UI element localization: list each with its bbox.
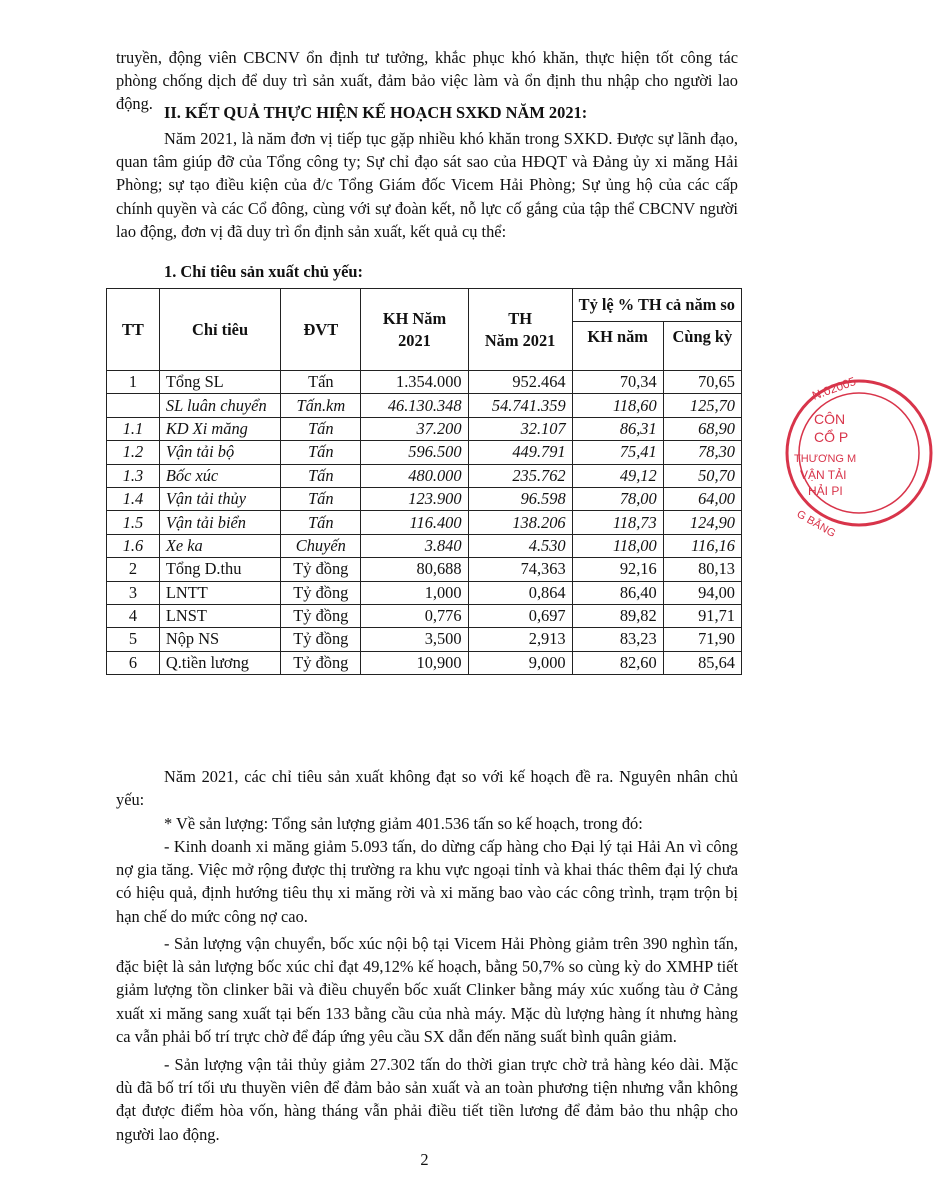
cell-pct-kh: 70,34 — [572, 371, 663, 394]
cell-chi-tieu: Tổng D.thu — [159, 558, 280, 581]
cell-dvt: Tấn — [281, 417, 361, 440]
cell-chi-tieu: Nộp NS — [159, 628, 280, 651]
table-row — [107, 441, 742, 464]
cell-kh: 3.840 — [361, 534, 468, 557]
cell-th: 952.464 — [468, 371, 572, 394]
cell-pct-ck: 85,64 — [663, 651, 741, 674]
production-indicators-table — [106, 288, 742, 675]
cell-dvt: Tỷ đồng — [281, 651, 361, 674]
cell-th: 74,363 — [468, 558, 572, 581]
cell-dvt: Tỷ đồng — [281, 558, 361, 581]
table-row — [107, 394, 742, 417]
table-row — [107, 487, 742, 510]
cell-chi-tieu: KD Xi măng — [159, 417, 280, 440]
table-row — [107, 558, 742, 581]
header-th-line2: Năm 2021 — [484, 330, 556, 350]
cell-th: 32.107 — [468, 417, 572, 440]
cell-kh: 480.000 — [361, 464, 468, 487]
cell-tt: 4 — [107, 604, 160, 627]
cell-pct-ck: 124,90 — [663, 511, 741, 534]
paragraph-intro: truyền, động viên CBCNV ổn định tư tưởng, khắc phục khó khăn, thực hiện tốt công tác phòng chống dịch để duy trì sản xuất, đảm bảo việc làm và ổn định thu nhập cho người lao động. — [116, 48, 738, 114]
cell-dvt: Tấn — [281, 441, 361, 464]
cell-tt: 5 — [107, 628, 160, 651]
header-th — [468, 289, 572, 371]
cell-pct-ck: 71,90 — [663, 628, 741, 651]
cell-dvt: Tấn — [281, 464, 361, 487]
cell-tt — [107, 394, 160, 417]
header-kh-line2: 2021 — [398, 330, 431, 350]
header-th-line1: TH — [508, 308, 532, 328]
cell-th: 449.791 — [468, 441, 572, 464]
cell-th: 235.762 — [468, 464, 572, 487]
cell-tt: 1.5 — [107, 511, 160, 534]
cell-th: 138.206 — [468, 511, 572, 534]
cell-tt: 1.1 — [107, 417, 160, 440]
cell-dvt: Tấn — [281, 371, 361, 394]
cell-tt: 2 — [107, 558, 160, 581]
cell-th: 2,913 — [468, 628, 572, 651]
paragraph-van-chuyen: - Sản lượng vận chuyển, bốc xúc nội bộ tại Vicem Hải Phòng giảm trên 390 nghìn tấn, đặc biệt là sản lượng bốc xúc chỉ đạt 49,12% kế hoạch, bằng 50,7% so cùng kỳ do XMHP tiết giảm lượng tồn clinker bãi và điều chuyển bốc xuất Clinker bằng máy xúc xuống tàu ở Cảng xuất xi măng sang xuất tại bến 133 bằng cầu của nhà máy. Mặc dù lượng hàng ít nhưng hàng ca vẫn phải bố trí trực chờ để đáp ứng yêu cầu SX dẫn đến năng suất bình quân giảm. — [116, 934, 738, 1046]
cell-th: 0,864 — [468, 581, 572, 604]
cell-chi-tieu: Q.tiền lương — [159, 651, 280, 674]
table-row — [107, 464, 742, 487]
cell-th: 9,000 — [468, 651, 572, 674]
cell-pct-ck: 116,16 — [663, 534, 741, 557]
cell-kh: 46.130.348 — [361, 394, 468, 417]
table-row — [107, 371, 742, 394]
table-row — [107, 581, 742, 604]
cell-pct-kh: 78,00 — [572, 487, 663, 510]
seal-text-line: G BẰNG — [794, 508, 838, 540]
cell-tt: 1.3 — [107, 464, 160, 487]
cell-pct-kh: 118,73 — [572, 511, 663, 534]
seal-text-line: HẢI PI — [808, 484, 843, 498]
header-tt: TT — [107, 289, 160, 371]
seal-text-line: THƯƠNG M — [794, 453, 857, 465]
table-row — [107, 651, 742, 674]
cell-kh: 3,500 — [361, 628, 468, 651]
cell-chi-tieu: Xe ka — [159, 534, 280, 557]
cell-tt: 6 — [107, 651, 160, 674]
cell-pct-ck: 91,71 — [663, 604, 741, 627]
paragraph-van-tai-thuy: - Sản lượng vận tải thủy giảm 27.302 tấn do thời gian trực chờ trả hàng kéo dài. Mặc dù đã bố trí tối ưu thuyền viên để đảm bảo sản xuất và an toàn phương tiện nhưng vẫn không đạt được điểm hòa vốn, hàng tháng vẫn phải điều tiết tiền lương để đảm bảo thu nhập cho người lao động. — [116, 1055, 738, 1144]
cell-kh: 1.354.000 — [361, 371, 468, 394]
header-kh-line1: KH Năm — [382, 308, 447, 328]
cell-tt: 1.6 — [107, 534, 160, 557]
cell-dvt: Tỷ đồng — [281, 581, 361, 604]
header-dvt: ĐVT — [281, 289, 361, 371]
cell-kh: 596.500 — [361, 441, 468, 464]
seal-text-line: CỔ P — [814, 429, 849, 445]
header-chi-tieu: Chỉ tiêu — [159, 289, 280, 371]
cell-pct-ck: 78,30 — [663, 441, 741, 464]
table-row — [107, 511, 742, 534]
cell-tt: 3 — [107, 581, 160, 604]
cell-pct-kh: 82,60 — [572, 651, 663, 674]
cell-th: 54.741.359 — [468, 394, 572, 417]
cell-pct-ck: 80,13 — [663, 558, 741, 581]
cell-chi-tieu: Bốc xúc — [159, 464, 280, 487]
cell-tt: 1.4 — [107, 487, 160, 510]
header-ratio-group: Tỷ lệ % TH cả năm so — [572, 289, 741, 322]
table-row — [107, 417, 742, 440]
cell-kh: 10,900 — [361, 651, 468, 674]
cell-kh: 116.400 — [361, 511, 468, 534]
cell-pct-kh: 86,40 — [572, 581, 663, 604]
paragraph-san-luong: * Về sản lượng: Tổng sản lượng giảm 401.536 tấn so kế hoạch, trong đó: — [164, 814, 643, 833]
cell-kh: 80,688 — [361, 558, 468, 581]
cell-kh: 0,776 — [361, 604, 468, 627]
cell-th: 0,697 — [468, 604, 572, 627]
cell-pct-kh: 118,60 — [572, 394, 663, 417]
paragraph-after-table: Năm 2021, các chỉ tiêu sản xuất không đạt so với kế hoạch đề ra. Nguyên nhân chủ yếu: — [116, 767, 738, 810]
table-row — [107, 628, 742, 651]
header-kh — [361, 289, 468, 371]
cell-pct-kh: 118,00 — [572, 534, 663, 557]
seal-text-line: N:02005 — [810, 374, 858, 403]
cell-dvt: Tỷ đồng — [281, 628, 361, 651]
cell-kh: 1,000 — [361, 581, 468, 604]
cell-th: 96.598 — [468, 487, 572, 510]
section-heading: II. KẾT QUẢ THỰC HIỆN KẾ HOẠCH SXKD NĂM 2021: — [164, 103, 588, 122]
cell-pct-ck: 70,65 — [663, 371, 741, 394]
cell-pct-kh: 49,12 — [572, 464, 663, 487]
cell-pct-ck: 68,90 — [663, 417, 741, 440]
cell-kh: 37.200 — [361, 417, 468, 440]
cell-pct-kh: 75,41 — [572, 441, 663, 464]
seal-text-line: VẬN TẢI — [800, 468, 847, 482]
cell-dvt: Tấn — [281, 511, 361, 534]
table-row — [107, 604, 742, 627]
seal-text — [794, 374, 858, 540]
table-heading: 1. Chỉ tiêu sản xuất chủ yếu: — [164, 262, 363, 281]
header-ratio-ck: Cùng kỳ — [663, 322, 741, 371]
header-ratio-kh: KH năm — [572, 322, 663, 371]
cell-dvt: Tấn.km — [281, 394, 361, 417]
cell-pct-kh: 89,82 — [572, 604, 663, 627]
cell-chi-tieu: Tổng SL — [159, 371, 280, 394]
cell-chi-tieu: LNST — [159, 604, 280, 627]
cell-chi-tieu: Vận tải biển — [159, 511, 280, 534]
cell-tt: 1.2 — [107, 441, 160, 464]
table-body — [107, 371, 742, 675]
cell-kh: 123.900 — [361, 487, 468, 510]
cell-chi-tieu: SL luân chuyển — [159, 394, 280, 417]
cell-dvt: Tấn — [281, 487, 361, 510]
company-seal-stamp — [784, 374, 934, 540]
cell-th: 4.530 — [468, 534, 572, 557]
cell-tt: 1 — [107, 371, 160, 394]
paragraph-kinh-doanh: - Kinh doanh xi măng giảm 5.093 tấn, do dừng cấp hàng cho Đại lý tại Hải An vì công nợ gia tăng. Việc mở rộng được thị trường ra khu vực ngoại tỉnh và khai thác thêm đại lý chưa có hiệu quả, định hướng tiêu thụ xi măng rời và xi măng bao vào các công trình, trạm trộn bị hạn chế do mức công nợ cao. — [116, 837, 738, 926]
paragraph-2021: Năm 2021, là năm đơn vị tiếp tục gặp nhiều khó khăn trong SXKD. Được sự lãnh đạo, quan tâm giúp đỡ của Tổng công ty; Sự chỉ đạo sát sao của HĐQT và Đảng ủy xi măng Hải Phòng; sự tạo điều kiện của đ/c Tổng Giám đốc Vicem Hải Phòng; Sự ủng hộ của các cấp chính quyền và các Cổ đông, cùng với sự đoàn kết, nỗ lực cố gắng của tập thể CBCNV người lao động, đơn vị đã duy trì ổn định sản xuất, kết quả cụ thể: — [116, 129, 738, 241]
cell-dvt: Tỷ đồng — [281, 604, 361, 627]
cell-pct-kh: 92,16 — [572, 558, 663, 581]
cell-pct-ck: 94,00 — [663, 581, 741, 604]
seal-text-line: CÔN — [814, 411, 846, 427]
cell-dvt: Chuyến — [281, 534, 361, 557]
cell-pct-ck: 125,70 — [663, 394, 741, 417]
cell-pct-ck: 50,70 — [663, 464, 741, 487]
cell-pct-ck: 64,00 — [663, 487, 741, 510]
cell-chi-tieu: LNTT — [159, 581, 280, 604]
cell-chi-tieu: Vận tải bộ — [159, 441, 280, 464]
cell-pct-kh: 86,31 — [572, 417, 663, 440]
cell-pct-kh: 83,23 — [572, 628, 663, 651]
cell-chi-tieu: Vận tải thủy — [159, 487, 280, 510]
table-row — [107, 534, 742, 557]
page-number: 2 — [420, 1150, 429, 1169]
